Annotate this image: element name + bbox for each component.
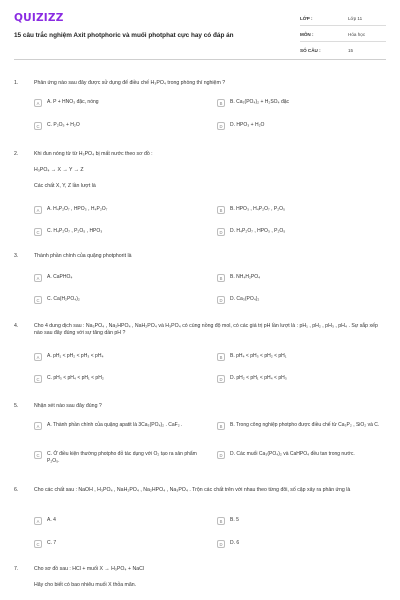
option-text: B. 5 <box>230 517 239 523</box>
option-b[interactable] <box>217 353 380 361</box>
question-text: Cho các chất sau : NaOH , H₃PO₄ , NaH₂PO₄ , Na₂HPO₄ , Na₃PO₄ . Trộn các chất trên với nhau theo từng đôi, số cặp xảy ra phản ứng là <box>34 487 351 493</box>
question-number: 5. <box>14 403 19 409</box>
option-letter: B <box>217 99 225 107</box>
option-b[interactable] <box>217 517 380 525</box>
question-text: Cho sơ đồ sau : HCl + muối X → H₃PO₄ + NaCl <box>34 566 144 572</box>
option-d[interactable] <box>217 540 380 548</box>
question-4 <box>14 323 386 391</box>
question-subtext: Các chất X, Y, Z lần lượt là <box>34 183 96 189</box>
option-a[interactable] <box>34 274 197 282</box>
option-text: B. Ca₃(PO₄)₂ + H₂SO₄ đặc <box>230 99 290 105</box>
question-text: Cho 4 dung dịch sau : Na₃PO₄ , Na₂HPO₄ , NaH₂PO₄ và H₃PO₄ có cùng nồng độ mol, có các giá trị pH lần lượt là : pH₁ , pH₂ , pH₃ , pH₄ . Sự sắp xếp nào sau đây đúng với sự tăng dần pH ? <box>34 323 378 336</box>
option-text: D. Ca₃(PO₄)₂ <box>230 296 260 302</box>
meta-value: Hóa học <box>348 32 366 37</box>
question-number: 3. <box>14 253 19 259</box>
option-letter: A <box>34 274 42 282</box>
option-c[interactable] <box>34 540 197 548</box>
meta-value: Lớp 11 <box>348 16 363 21</box>
meta-row-class <box>300 12 386 26</box>
option-text: D. Các muối Ca₃(PO₄)₂ và CaHPO₄ đều tan trong nước. <box>230 451 355 457</box>
option-letter: D <box>217 122 225 130</box>
option-b[interactable] <box>217 206 380 214</box>
option-text: C. P₂O₅ + H₂O <box>47 122 80 128</box>
meta-row-subject <box>300 28 386 42</box>
question-text: Thành phần chính của quặng photphorit là <box>34 253 132 259</box>
question-7 <box>14 566 386 596</box>
option-letter: D <box>217 228 225 236</box>
option-letter: D <box>217 540 225 548</box>
option-d[interactable] <box>217 122 380 130</box>
question-3 <box>14 253 386 313</box>
document-title: 15 câu trắc nghiệm Axit photphoric và muối photphat cực hay có đáp án <box>14 32 234 39</box>
option-c[interactable] <box>34 122 197 130</box>
question-number: 7. <box>14 566 19 572</box>
option-text: B. Trong công nghiệp photpho được điều chế từ Ca₃P₂ , SiO₂ và C. <box>230 422 380 428</box>
quizizz-logo: QUIZIZZ <box>14 12 64 24</box>
option-a[interactable] <box>34 517 197 525</box>
question-text: Nhận xét nào sau đây đúng ? <box>34 403 102 409</box>
option-text: D. H₄P₂O₇ , HPO₃ , P₂O₅ <box>230 228 286 234</box>
question-number: 6. <box>14 487 19 493</box>
option-letter: C <box>34 451 42 459</box>
option-letter: B <box>217 517 225 525</box>
option-c[interactable] <box>34 451 197 464</box>
question-2 <box>14 151 386 239</box>
option-b[interactable] <box>217 274 380 282</box>
option-letter: C <box>34 540 42 548</box>
option-d[interactable] <box>217 451 380 459</box>
option-text: D. 6 <box>230 540 240 546</box>
option-letter: D <box>217 451 225 459</box>
option-text: A. CaPHO₄ <box>47 274 73 280</box>
option-b[interactable] <box>217 99 380 107</box>
option-text: C. Ca(H₂PO₄)₂ <box>47 296 80 302</box>
option-text: C. H₄P₂O₇ , P₂O₅ , HPO₃ <box>47 228 103 234</box>
meta-label: LỚP : <box>300 16 313 21</box>
meta-label: SỐ CÂU : <box>300 48 321 53</box>
option-text: C. pH₃ < pH₄ < pH₁ < pH₂ <box>47 375 104 381</box>
question-scheme: H₃PO₄ → X → Y → Z <box>34 167 84 173</box>
option-c[interactable] <box>34 296 197 304</box>
question-text: Khi đun nóng từ từ H₃PO₄ bị mất nước theo sơ đồ : <box>34 151 153 157</box>
option-text: A. Thành phần chính của quặng apatit là 3Ca₃(PO₄)₂ . CaF₂ . <box>47 422 183 428</box>
question-5 <box>14 403 386 481</box>
option-text: A. H₄P₂O₇ , HPO₃ , H₄P₂O₇ <box>47 206 108 212</box>
option-letter: A <box>34 353 42 361</box>
option-d[interactable] <box>217 296 380 304</box>
option-a[interactable] <box>34 206 197 214</box>
meta-label: MÔN : <box>300 32 314 37</box>
option-letter: A <box>34 422 42 430</box>
meta-row-count <box>300 44 386 58</box>
option-letter: C <box>34 296 42 304</box>
option-letter: B <box>217 422 225 430</box>
question-subtext: Hãy cho biết có bao nhiêu muối X thỏa mãn. <box>34 582 137 588</box>
option-text: D. HPO₃ + H₂O <box>230 122 265 128</box>
question-6 <box>14 487 386 555</box>
option-c[interactable] <box>34 375 197 383</box>
option-letter: C <box>34 228 42 236</box>
option-text: B. HPO₃ , H₄P₂O₇ , P₂O₅ <box>230 206 286 212</box>
option-letter: A <box>34 206 42 214</box>
question-1 <box>14 80 386 140</box>
option-text: A. 4 <box>47 517 56 523</box>
option-text: B. NH₄H₂PO₄ <box>230 274 261 280</box>
option-text: C. 7 <box>47 540 57 546</box>
option-d[interactable] <box>217 375 380 383</box>
option-letter: D <box>217 296 225 304</box>
option-letter: B <box>217 274 225 282</box>
option-a[interactable] <box>34 422 197 430</box>
option-text: B. pH₄ < pH₃ < pH₂ < pH₁ <box>230 353 287 359</box>
option-text: C. Ở điều kiện thường photpho đỏ tác dụng với O₂ tạo ra sản phẩm P₂O₅. <box>47 451 197 464</box>
option-letter: C <box>34 375 42 383</box>
option-a[interactable] <box>34 99 197 107</box>
option-text: A. P + HNO₃ đặc, nóng <box>47 99 99 105</box>
option-text: D. pH₂ < pH₁ < pH₄ < pH₃ <box>230 375 287 381</box>
option-letter: A <box>34 517 42 525</box>
option-letter: B <box>217 206 225 214</box>
option-letter: A <box>34 99 42 107</box>
question-text: Phản ứng nào sau đây được sử dụng để điều chế H₃PO₄ trong phòng thí nghiệm ? <box>34 80 226 86</box>
option-d[interactable] <box>217 228 380 236</box>
option-c[interactable] <box>34 228 197 236</box>
meta-value: 15 <box>348 48 354 53</box>
option-letter: B <box>217 353 225 361</box>
question-number: 2. <box>14 151 19 157</box>
question-number: 4. <box>14 323 19 329</box>
option-text: A. pH₁ < pH₂ < pH₃ < pH₄ <box>47 353 104 359</box>
option-b[interactable] <box>217 422 380 430</box>
option-letter: D <box>217 375 225 383</box>
option-a[interactable] <box>34 353 197 361</box>
document-header <box>14 10 386 60</box>
question-number: 1. <box>14 80 19 86</box>
option-letter: C <box>34 122 42 130</box>
